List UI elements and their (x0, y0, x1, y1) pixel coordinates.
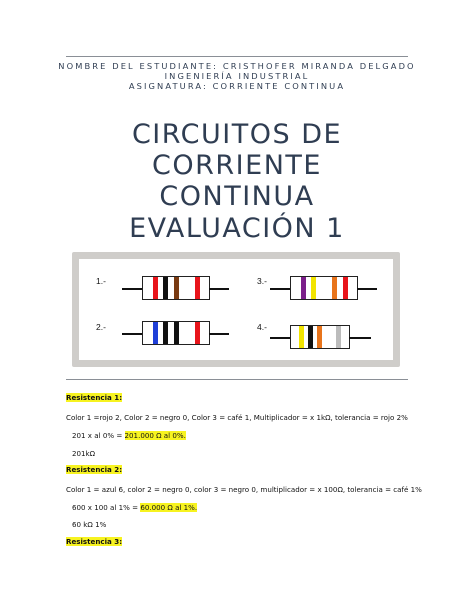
resistor-1-band-3 (174, 277, 179, 299)
r1-colors: Color 1 =rojo 2, Color 2 = negro 0, Color 3 = café 1, Multiplicador = x 1kΩ, tolerancia = rojo 2% (66, 413, 408, 422)
r1-heading-line (66, 393, 122, 403)
r3-heading-line (66, 537, 122, 547)
resistor-3-lead-left (270, 288, 292, 290)
r2-calc-line (72, 503, 197, 513)
resistor-4-band-5 (336, 326, 341, 348)
r2-heading-line (66, 465, 122, 475)
resistor-1-lead-left (122, 288, 144, 290)
resistor-2-band-3 (174, 322, 179, 344)
resistor-2-lead-left (122, 333, 144, 335)
title-line-2: CORRIENTE (152, 150, 322, 181)
resistor-4-band-4 (327, 326, 332, 348)
student-name: NOMBRE DEL ESTUDIANTE: CRISTHOFER MIRANDA DELGADO (58, 61, 416, 71)
resistor-4-label: 4.- (257, 322, 267, 332)
resistor-3-band-4 (332, 277, 337, 299)
r1-calc-result: 201.000 Ω al 0%. (124, 431, 186, 440)
resistor-3-band-3 (322, 277, 327, 299)
r1-calc-line (72, 431, 186, 441)
resistor-3-band-5 (343, 277, 348, 299)
r2-calc-result: 60.000 Ω al 1%. (140, 503, 198, 512)
title-line-1: CIRCUITOS DE (131, 119, 343, 150)
top-rule (66, 56, 408, 57)
subject-name: ASIGNATURA: CORRIENTE CONTINUA (128, 81, 346, 91)
resistor-4-lead-right (349, 337, 371, 339)
resistor-1-band-4 (184, 277, 189, 299)
resistor-4-band-3 (317, 326, 322, 348)
resistor-3-band-1 (301, 277, 306, 299)
resistor-1-band-1 (153, 277, 158, 299)
resistor-2-label: 2.- (96, 322, 106, 332)
resistor-4-lead-left (270, 337, 292, 339)
r1-heading: Resistencia 1: (66, 393, 123, 402)
resistor-4-band-2 (308, 326, 313, 348)
resistor-3-label: 3.- (257, 276, 267, 286)
title-line-3: CONTINUA (159, 181, 315, 212)
resistor-2-band-4 (184, 322, 189, 344)
r1-result: 201kΩ (72, 449, 96, 458)
resistor-2-band-1 (153, 322, 158, 344)
resistor-4-body (290, 325, 350, 349)
r2-heading: Resistencia 2: (66, 465, 123, 474)
program-name: INGENIERÍA INDUSTRIAL (164, 71, 310, 81)
resistor-2-band-5 (195, 322, 200, 344)
r2-result: 60 kΩ 1% (72, 520, 107, 529)
resistor-2-lead-right (209, 333, 229, 335)
resistor-3-body (290, 276, 358, 300)
resistor-1-lead-right (209, 288, 229, 290)
resistor-1-band-5 (195, 277, 200, 299)
resistor-1-body (142, 276, 210, 300)
resistor-1-band-2 (163, 277, 168, 299)
r3-heading: Resistencia 3: (66, 537, 123, 546)
resistor-3-band-2 (311, 277, 316, 299)
resistor-2-band-2 (163, 322, 168, 344)
resistor-2-body (142, 321, 210, 345)
title-line-4: EVALUACIÓN 1 (129, 213, 345, 244)
r2-calc-pre: 600 x 100 al 1% = (72, 503, 141, 512)
resistor-4-band-1 (299, 326, 304, 348)
resistor-1-label: 1.- (96, 276, 106, 286)
figure-rule (66, 379, 408, 380)
r2-colors: Color 1 = azul 6, color 2 = negro 0, color 3 = negro 0, multiplicador = x 100Ω, tolerancia = café 1% (66, 485, 422, 494)
resistor-3-lead-right (357, 288, 377, 290)
r1-calc-pre: 201 x al 0% = (72, 431, 125, 440)
